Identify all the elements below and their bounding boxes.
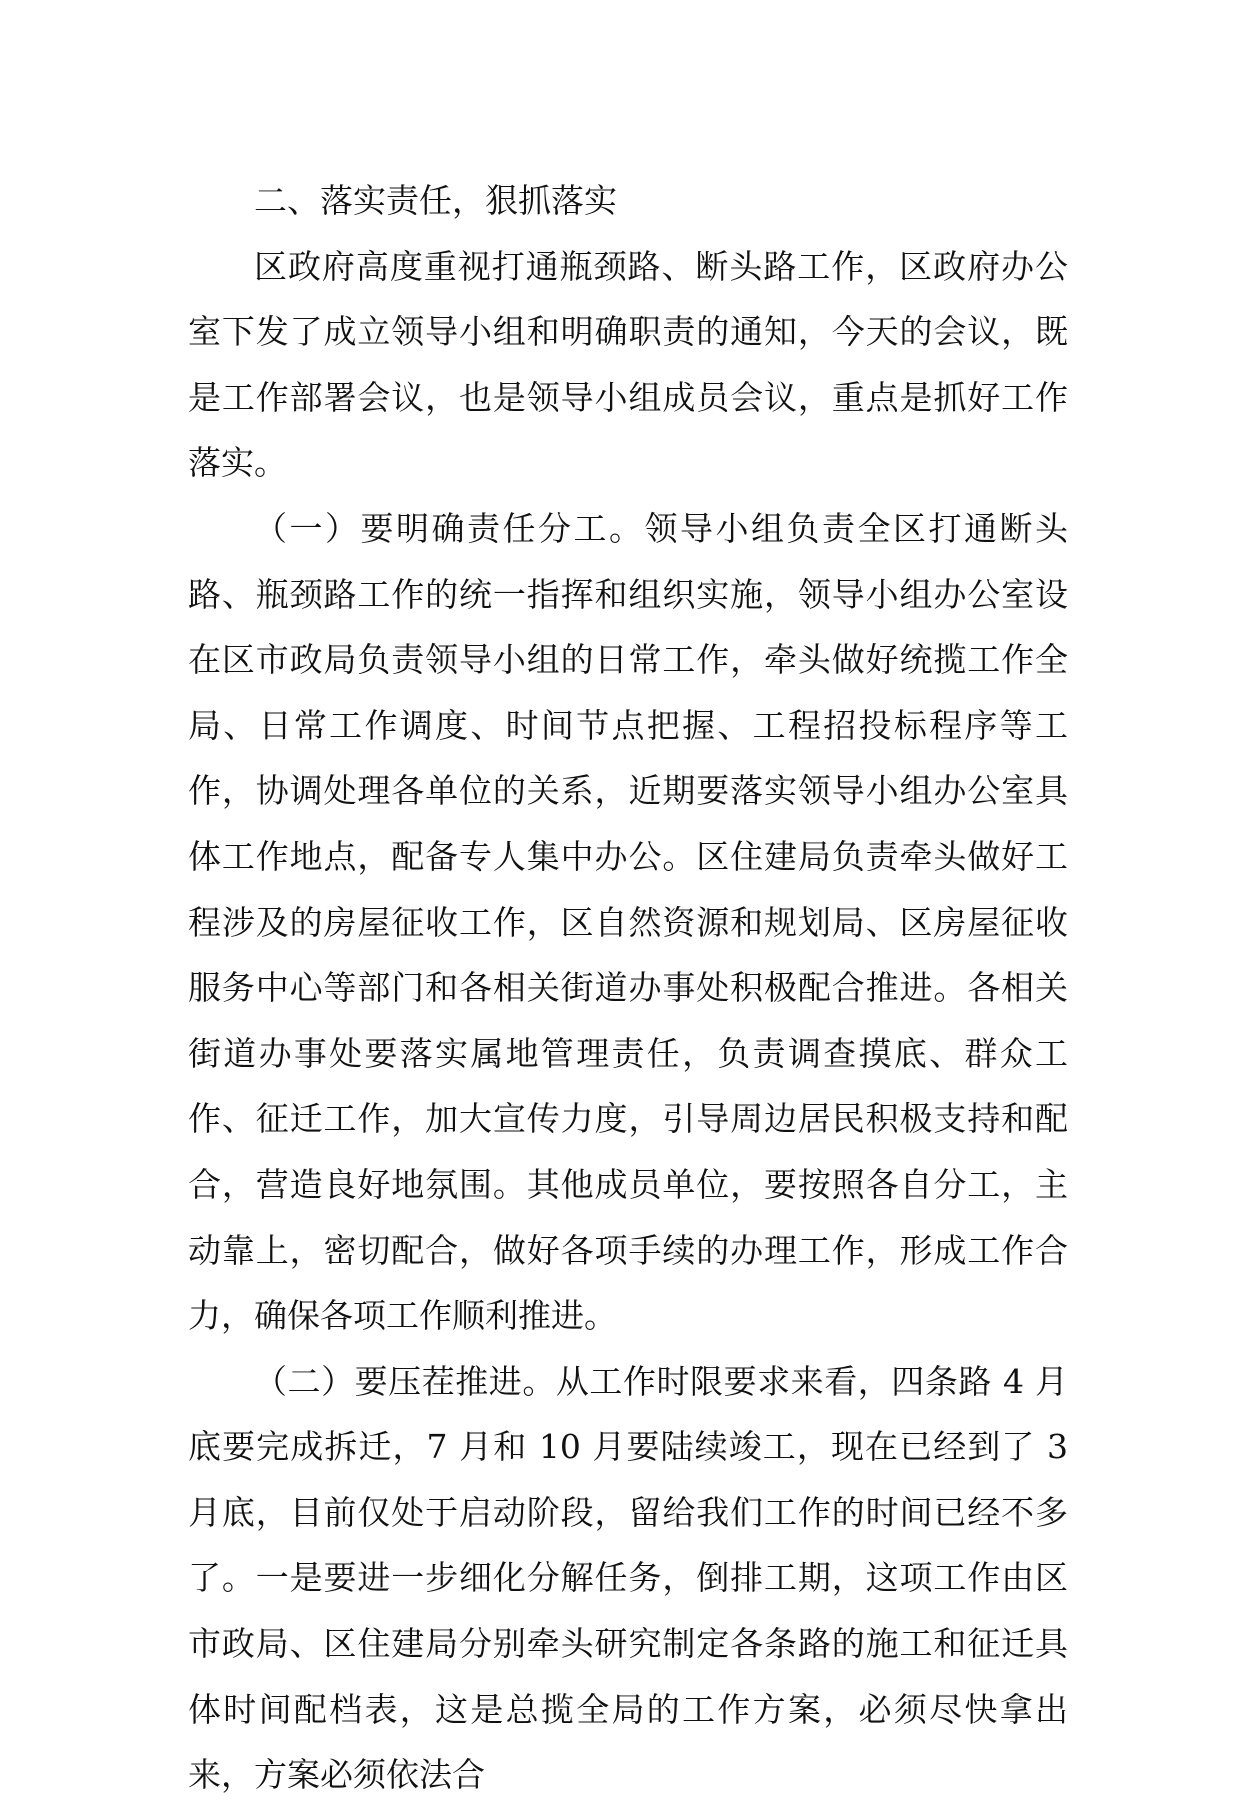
paragraph-progress: （二）要压茬推进。从工作时限要求来看，四条路 4 月底要完成拆迁，7 月和 10 月要陆续竣工，现在已经到了 3 月底，目前仅处于启动阶段，留给我们工作的时间已经不多了。一是要进一步细化分解任务，倒排工期，这项工作由区市政局、区住建局分别牵头研究制定各条路的施工和征迁具体时间配档表，这是总揽全局的工作方案，必须尽快拿出来，方案必须依法合 <box>188 1361 1068 1795</box>
document-body <box>188 168 1068 1808</box>
paragraph-intro: 区政府高度重视打通瓶颈路、断头路工作，区政府办公室下发了成立领导小组和明确职责的通知，今天的会议，既是工作部署会议，也是领导小组成员会议，重点是抓好工作落实。 <box>188 246 1068 483</box>
section-heading: 二、落实责任，狠抓落实 <box>254 181 617 220</box>
paragraph-responsibility: （一）要明确责任分工。领导小组负责全区打通断头路、瓶颈路工作的统一指挥和组织实施，领导小组办公室设在区市政局负责领导小组的日常工作，牵头做好统揽工作全局、日常工作调度、时间节点把握、工程招投标程序等工作，协调处理各单位的关系，近期要落实领导小组办公室具体工作地点，配备专人集中办公。区住建局负责牵头做好工程涉及的房屋征收工作，区自然资源和规划局、区房屋征收服务中心等部门和各相关街道办事处积极配合推进。各相关街道办事处要落实属地管理责任，负责调查摸底、群众工作、征迁工作，加大宣传力度，引导周边居民积极支持和配合，营造良好地氛围。其他成员单位，要按照各自分工，主动靠上，密切配合，做好各项手续的办理工作，形成工作合力，确保各项工作顺利推进。 <box>188 508 1068 1336</box>
